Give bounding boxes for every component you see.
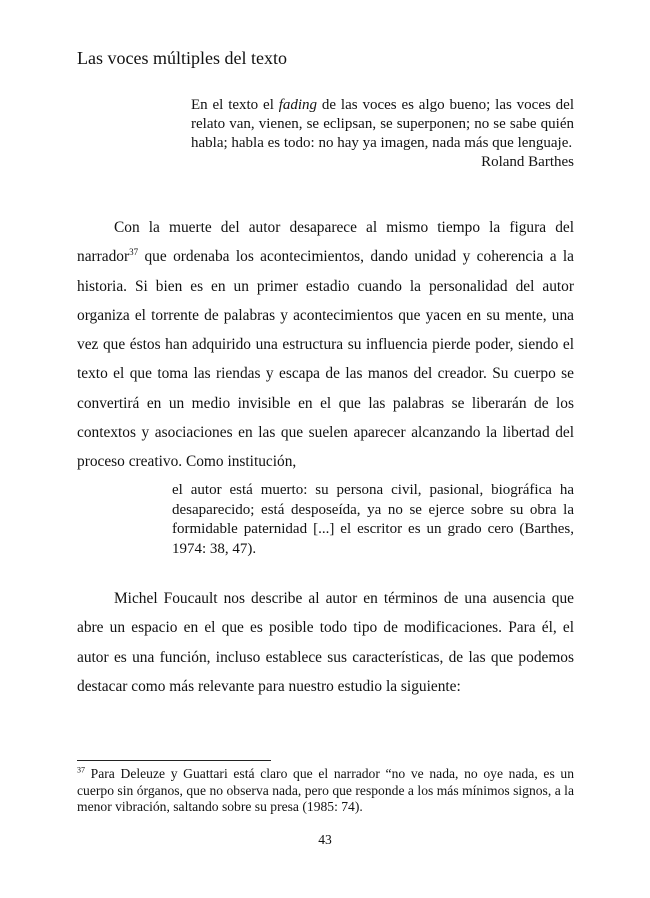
paragraph-1-text-after-note: que ordenaba los acontecimientos, dando unidad y coherencia a la historia. Si bien es en un primer estadio cuando la personalidad del autor organiza el torrente de palabras y acontecimientos que yacen en su mente, una vez que éstos han adquirido una estructura su influencia pierde poder, siendo el texto el que toma las riendas y escapa de las manos del creador. Su cuerpo se convertirá en un medio invisible en el que las palabras se liberarán de los contextos y asociaciones en las que suelen aparecer alcanzando la libertad del proceso creativo. Como institución, (77, 248, 574, 471)
block-quote: el autor está muerto: su persona civil, pasional, biográfica ha desaparecido; está desposeída, ya no se ejerce sobre su obra la formidable paternidad [...] el escritor es un grado cero (Barthes, 1974: 38, 47). (172, 482, 574, 557)
epigraph (191, 96, 574, 172)
footnote-separator (77, 760, 271, 761)
epigraph-author: Roland Barthes (481, 154, 574, 170)
epigraph-italic-word: fading (278, 97, 318, 113)
page-number: 43 (318, 832, 332, 847)
footnote-number: 37 (77, 765, 85, 775)
footnote-text: Para Deleuze y Guattari está claro que el narrador “no ve nada, no oye nada, es un cuerpo sin órganos, que no observa nada, pero que responde a los más mínimos signos, a la menor vibración, saltando sobre su presa (1985: 74). (77, 766, 574, 814)
paragraph-1-text-before-note: Con la muerte del autor desaparece al mismo tiempo la figura del narrador (77, 219, 574, 266)
epigraph-text (191, 96, 574, 153)
epigraph-text-before: En el texto el (191, 97, 279, 113)
body-paragraph-2 (77, 584, 574, 701)
body-paragraph-1 (77, 213, 574, 477)
epigraph-text-after: de las voces es algo bueno; las voces del relato van, vienen, se eclipsan, se superponen; no se sabe quién habla; habla es todo: no hay ya imagen, nada más que lenguaje. (191, 97, 574, 151)
paragraph-2-text: Michel Foucault nos describe al autor en términos de una ausencia que abre un espacio en el que es posible todo tipo de modificaciones. Para él, el autor es una función, incluso establece sus características, de las que podemos destacar como más relevante para nuestro estudio la siguiente: (77, 590, 574, 695)
footnote-reference[interactable]: 37 (129, 247, 139, 258)
section-heading: Las voces múltiples del texto (77, 48, 287, 68)
footnote (77, 766, 574, 816)
